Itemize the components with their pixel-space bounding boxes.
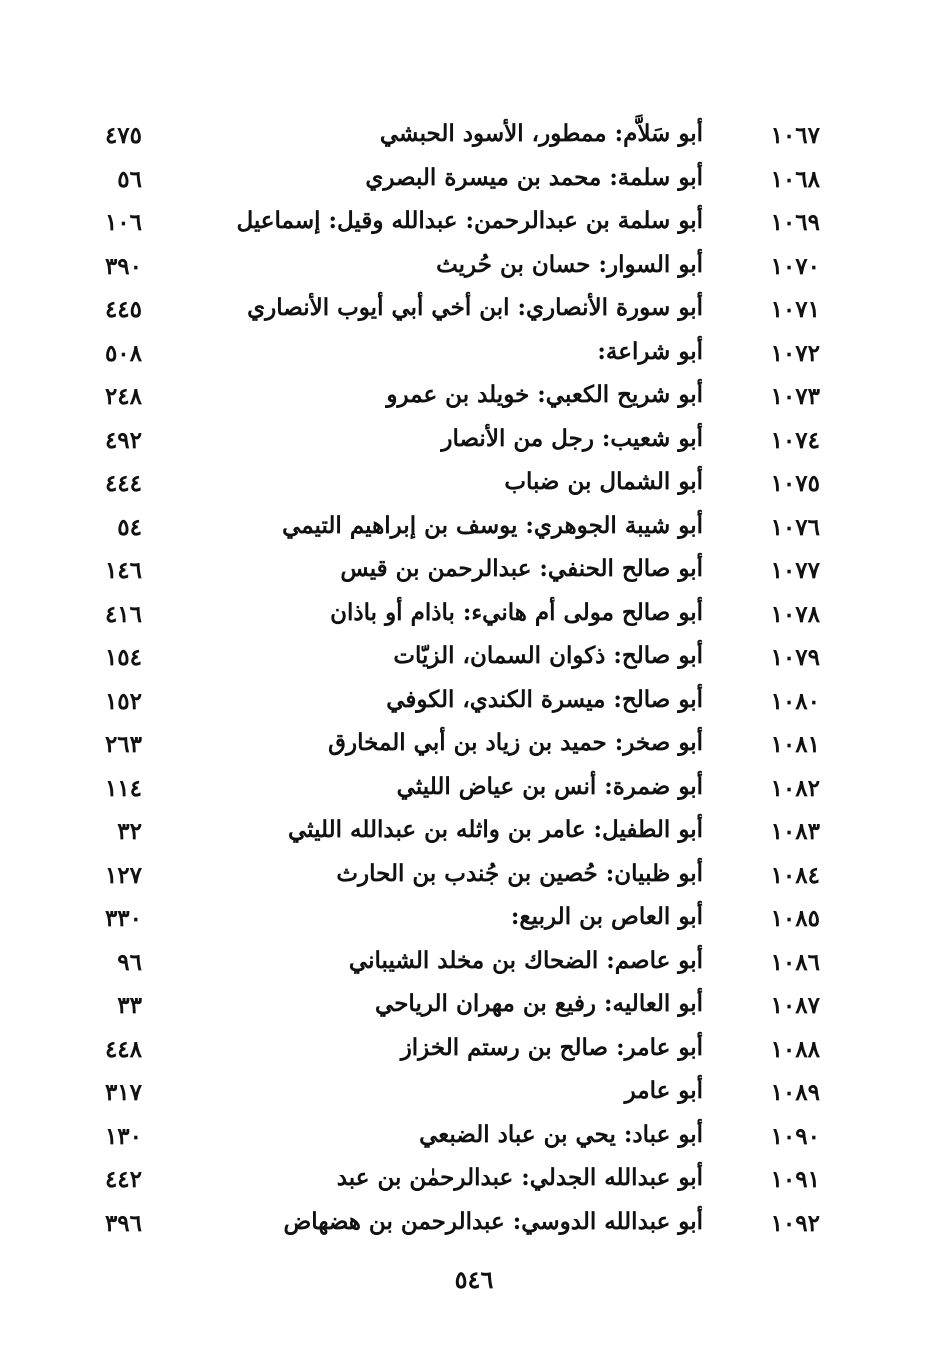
entry-name: أبو صخر: حميد بن زياد بن أبي المخارق [328, 729, 703, 756]
entry-name: أبو شعيب: رجل من الأنصار [441, 424, 703, 452]
entry-number: ١٠٨١ [770, 731, 820, 758]
entry-number: ١٠٦٧ [770, 122, 820, 149]
index-entry [0, 247, 948, 291]
entry-page-reference: ١٥٤ [104, 644, 142, 671]
name-index-list [0, 116, 948, 1247]
index-entry [0, 203, 948, 247]
entry-name: أبو السوار: حسان بن حُريث [436, 250, 703, 278]
entry-number: ١٠٧٣ [770, 383, 820, 410]
entry-number: ١٠٩٢ [770, 1209, 820, 1237]
entry-page-reference: ٢٦٣ [104, 731, 142, 758]
entry-page-reference: ٤٩٢ [104, 426, 142, 454]
index-entry [0, 290, 948, 334]
entry-page-reference: ١٣٠ [104, 1122, 142, 1150]
entry-number: ١٠٧٧ [770, 557, 820, 584]
entry-name: أبو عبدالله الدوسي: عبدالرحمن بن هضهاض [283, 1207, 703, 1235]
entry-page-reference: ٤٤٥ [104, 296, 142, 323]
entry-page-reference: ٤١٦ [104, 600, 142, 628]
entry-name: أبو ضمرة: أنس بن عياض الليثي [396, 772, 703, 800]
entry-name: أبو ظبيان: حُصين بن جُندب بن الحارث [336, 859, 703, 887]
entry-page-reference: ٤٧٥ [104, 122, 142, 149]
entry-name: أبو سلمة: محمد بن ميسرة البصري [365, 163, 703, 191]
entry-page-reference: ١٤٦ [104, 557, 142, 584]
entry-number: ١٠٨٠ [770, 687, 820, 715]
index-entry [0, 986, 948, 1030]
entry-number: ١٠٨٥ [770, 905, 820, 932]
entry-name: أبو عاصم: الضحاك بن مخلد الشيباني [348, 946, 703, 974]
index-entry [0, 1117, 948, 1161]
entry-number: ١٠٨٢ [770, 774, 820, 802]
index-entry [0, 812, 948, 856]
entry-page-reference: ٢٤٨ [104, 383, 142, 410]
index-entry [0, 595, 948, 639]
entry-number: ١٠٨٨ [770, 1035, 820, 1063]
entry-page-reference: ٥٠٨ [104, 339, 142, 367]
entry-page-reference: ٥٤ [117, 513, 142, 541]
index-entry [0, 638, 948, 682]
entry-number: ١٠٧٢ [770, 339, 820, 367]
entry-number: ١٠٨٧ [770, 992, 820, 1019]
entry-number: ١٠٧٤ [770, 426, 820, 454]
entry-name: أبو سَلاَّم: ممطور، الأسود الحبشي [379, 120, 703, 147]
entry-number: ١٠٦٨ [770, 165, 820, 193]
entry-name: أبو صالح مولى أم هانيء: باذام أو باذان [330, 598, 703, 626]
entry-name: أبو العاليه: رفيع بن مهران الرياحي [375, 990, 703, 1017]
index-entry [0, 377, 948, 421]
entry-page-reference: ٣٣٠ [104, 905, 142, 932]
index-entry [0, 508, 948, 552]
entry-number: ١٠٩١ [770, 1166, 820, 1193]
index-entry [0, 1073, 948, 1117]
entry-name: أبو الشمال بن ضباب [504, 468, 703, 495]
index-entry [0, 1030, 948, 1074]
entry-page-reference: ٣١٧ [104, 1079, 142, 1106]
entry-number: ١٠٧٠ [770, 252, 820, 280]
entry-number: ١٠٨٦ [770, 948, 820, 976]
index-entry [0, 464, 948, 508]
entry-name: أبو صالح: ميسرة الكندي، الكوفي [386, 685, 703, 713]
entry-name: أبو عامر: صالح بن رستم الخزاز [400, 1033, 703, 1061]
entry-name: أبو عامر [624, 1077, 703, 1104]
entry-page-reference: ٤٤٢ [104, 1166, 142, 1193]
entry-page-reference: ٣٢ [117, 818, 142, 845]
entry-number: ١٠٦٩ [770, 209, 820, 236]
entry-page-reference: ١٥٢ [104, 687, 142, 715]
index-entry [0, 899, 948, 943]
entry-page-reference: ٤٤٨ [104, 1035, 142, 1063]
entry-name: أبو شراعة: [597, 337, 703, 365]
index-entry [0, 421, 948, 465]
index-entry [0, 1160, 948, 1204]
entry-page-reference: ٣٩٠ [104, 252, 142, 280]
entry-name: أبو صالح الحنفي: عبدالرحمن بن قيس [340, 555, 703, 582]
entry-number: ١٠٨٩ [770, 1079, 820, 1106]
entry-page-reference: ١١٤ [104, 774, 142, 802]
page-number: ٥٤٦ [454, 1265, 494, 1294]
index-entry [0, 1204, 948, 1248]
index-entry [0, 334, 948, 378]
index-entry [0, 551, 948, 595]
index-entry [0, 943, 948, 987]
entry-name: أبو سلمة بن عبدالرحمن: عبدالله وقيل: إسماعيل [236, 207, 703, 234]
entry-number: ١٠٧٥ [770, 470, 820, 497]
entry-number: ١٠٧٨ [770, 600, 820, 628]
entry-page-reference: ١٢٧ [104, 861, 142, 889]
entry-page-reference: ٣٣ [117, 992, 142, 1019]
entry-name: أبو شريح الكعبي: خويلد بن عمرو [386, 381, 703, 408]
entry-name: أبو عبدالله الجدلي: عبدالرحمٰن بن عبد [336, 1164, 703, 1191]
entry-page-reference: ٤٤٤ [104, 470, 142, 497]
entry-number: ١٠٧٦ [770, 513, 820, 541]
index-entry [0, 116, 948, 160]
entry-name: أبو عباد: يحي بن عباد الضبعي [419, 1120, 703, 1148]
entry-number: ١٠٩٠ [770, 1122, 820, 1150]
entry-name: أبو سورة الأنصاري: ابن أخي أبي أيوب الأنصاري [247, 294, 703, 321]
entry-number: ١٠٨٤ [770, 861, 820, 889]
entry-number: ١٠٧٩ [770, 644, 820, 671]
entry-name: أبو شيبة الجوهري: يوسف بن إبراهيم التيمي [282, 511, 703, 539]
index-entry [0, 856, 948, 900]
entry-page-reference: ٣٩٦ [104, 1209, 142, 1237]
entry-number: ١٠٧١ [770, 296, 820, 323]
entry-name: أبو العاص بن الربيع: [510, 903, 703, 930]
entry-number: ١٠٨٣ [770, 818, 820, 845]
index-entry [0, 769, 948, 813]
index-entry [0, 682, 948, 726]
entry-page-reference: ٥٦ [117, 165, 142, 193]
index-entry [0, 725, 948, 769]
entry-page-reference: ١٠٦ [104, 209, 142, 236]
entry-name: أبو صالح: ذكوان السمان، الزيّات [393, 642, 703, 669]
index-entry [0, 160, 948, 204]
entry-page-reference: ٩٦ [117, 948, 142, 976]
entry-name: أبو الطفيل: عامر بن واثله بن عبدالله الليثي [287, 816, 703, 843]
